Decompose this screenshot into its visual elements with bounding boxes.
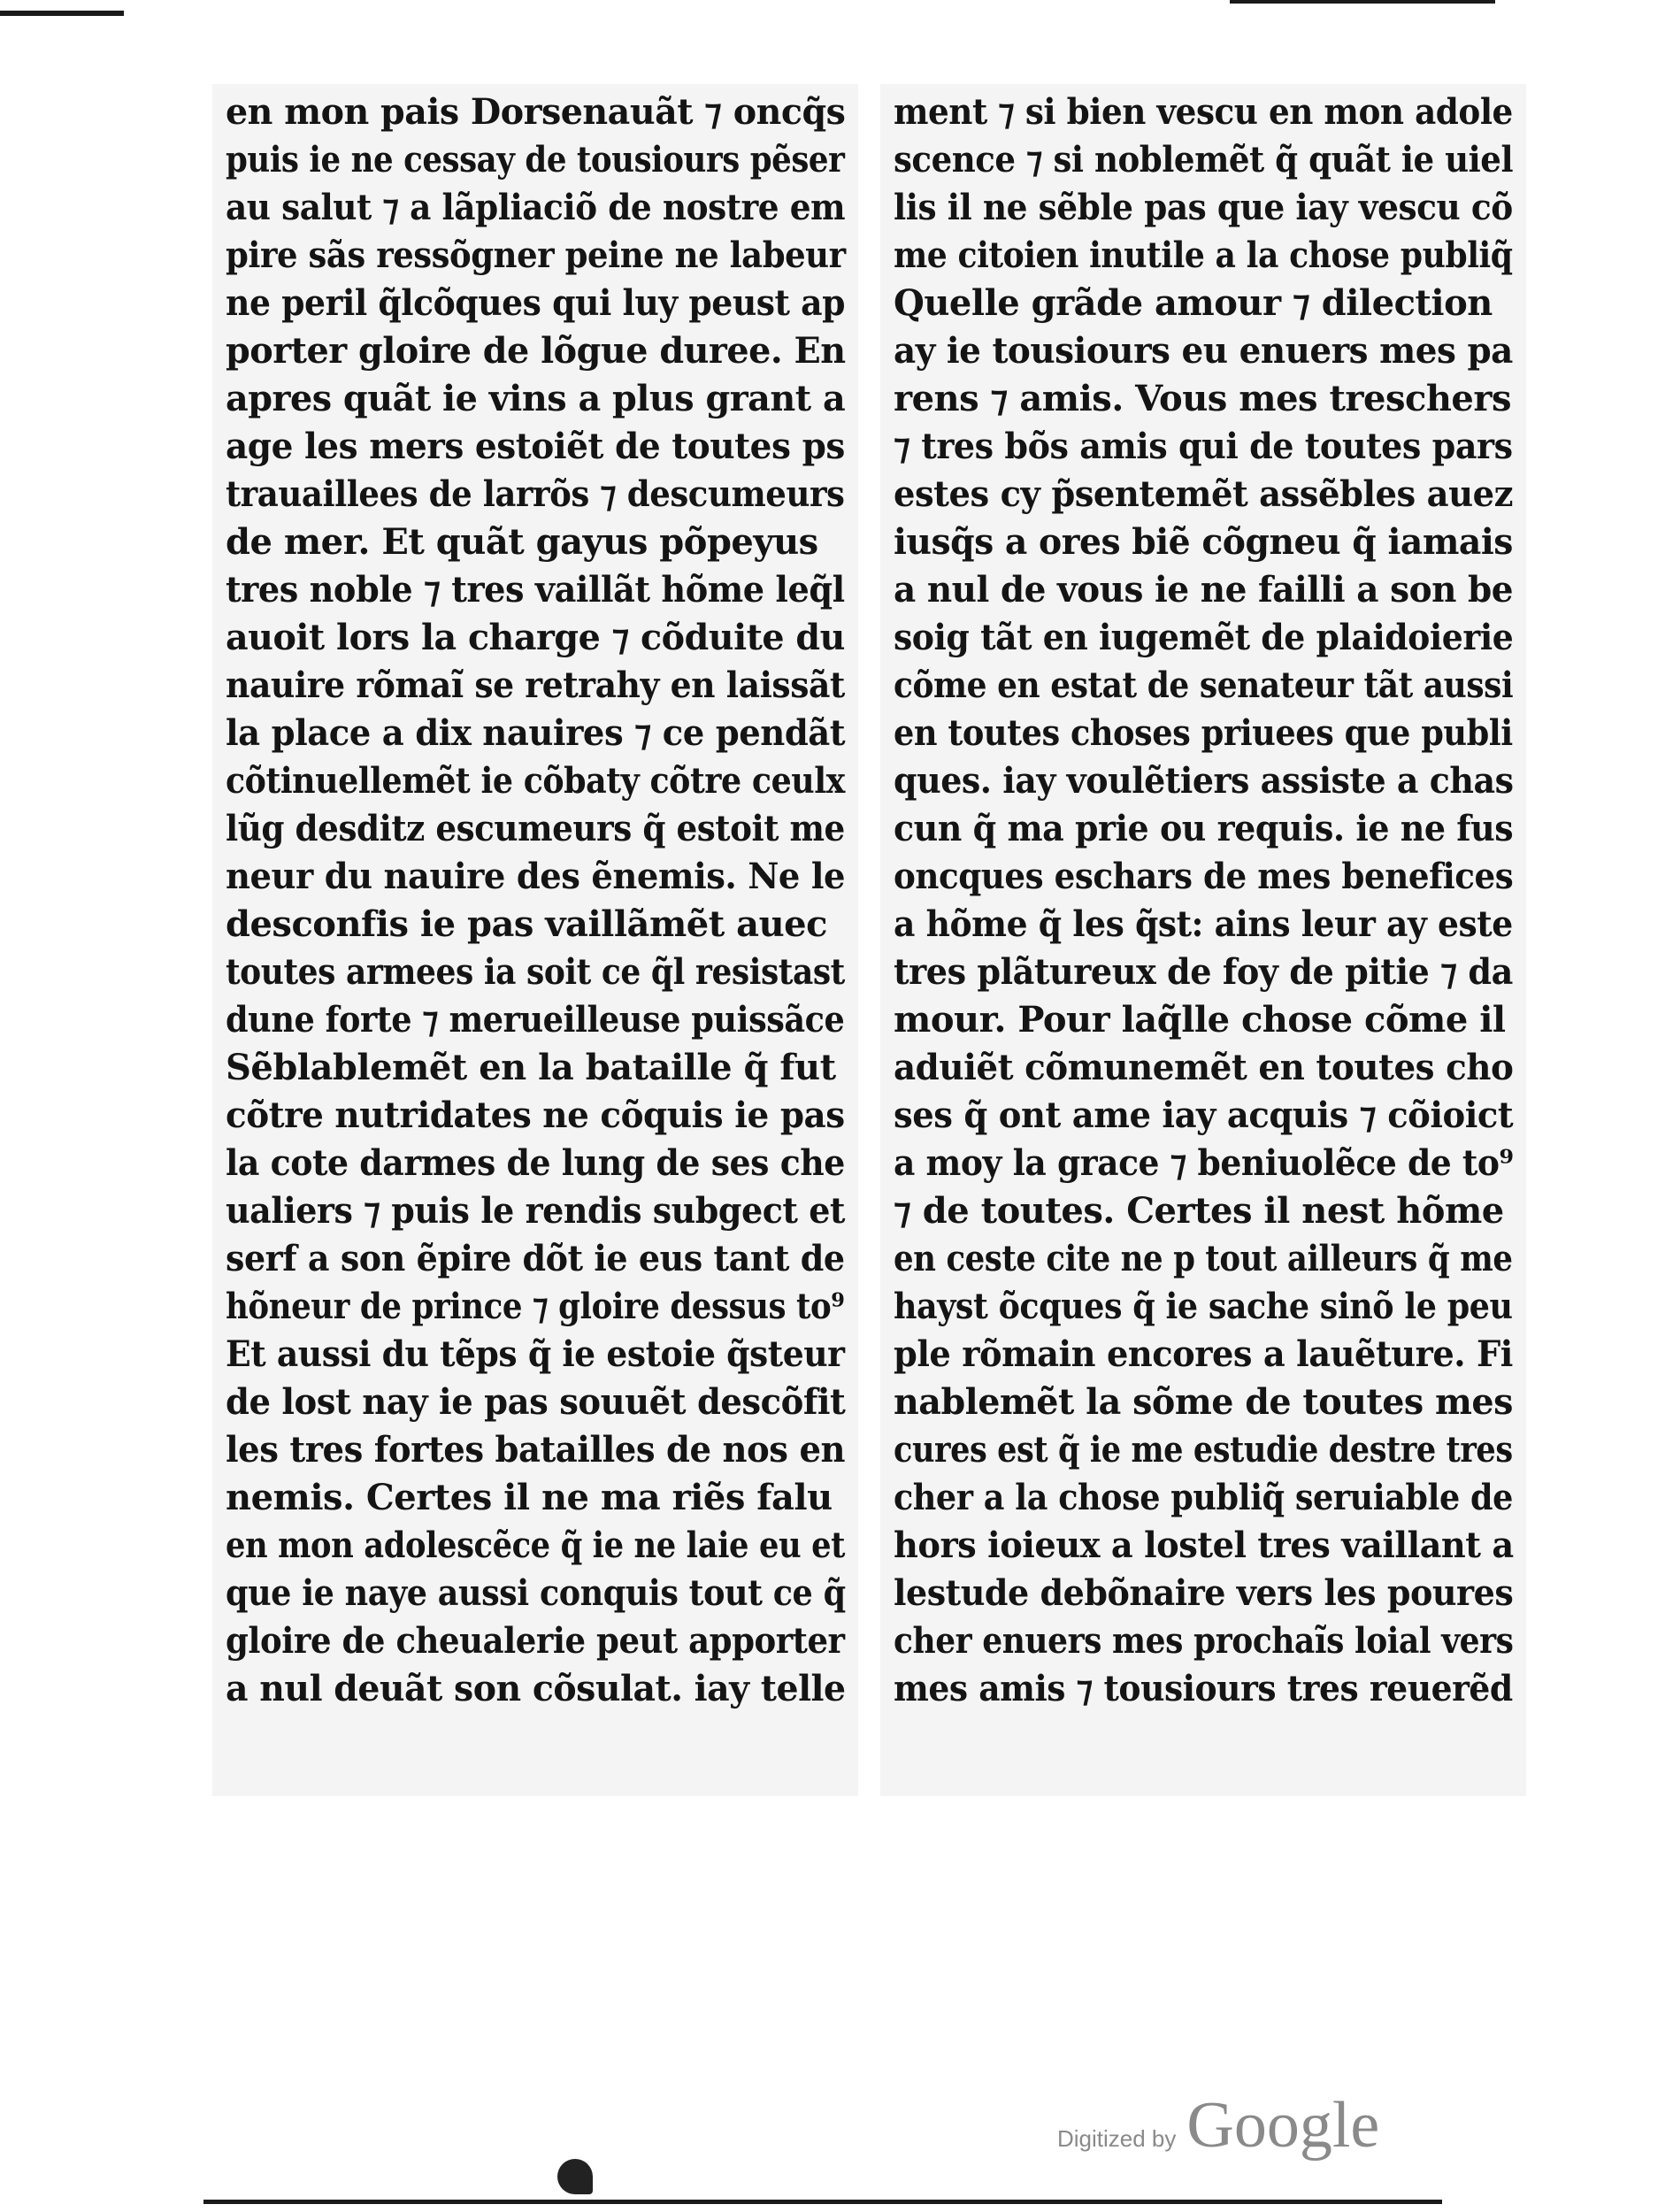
text-line: tres noble ⁊ tres vaillãt hõme leq̃l bbox=[226, 569, 845, 611]
text-line: mes amis ⁊ tousiours tres reuerẽd bbox=[894, 1668, 1513, 1709]
text-line: les tres fortes batailles de nos en bbox=[226, 1429, 846, 1471]
text-line: en mon pais Dorsenauãt ⁊ oncq̃s bbox=[226, 91, 846, 133]
right-text-column bbox=[894, 88, 1513, 1713]
text-line: ses q̃ ont ame iay acquis ⁊ cõioict bbox=[894, 1094, 1514, 1136]
text-line: a nul de vous ie ne failli a son be bbox=[894, 569, 1514, 611]
text-line: auoit lors la charge ⁊ cõduite du bbox=[226, 617, 845, 658]
text-line: estes cy p̃sentemẽt assẽbles auez bbox=[894, 473, 1513, 515]
text-line: hors ioieux a lostel tres vaillant a bbox=[894, 1525, 1514, 1566]
text-line: en ceste cite ne p tout ailleurs q̃ me bbox=[894, 1238, 1513, 1279]
text-line: scence ⁊ si noblemẽt q̃ quãt ie uiel bbox=[894, 139, 1514, 180]
digitized-by-credit bbox=[1057, 2088, 1379, 2163]
text-line: Et aussi du tẽps q̃ ie estoie q̃steur bbox=[226, 1333, 845, 1375]
text-line: rens ⁊ amis. Vous mes treschers bbox=[894, 378, 1511, 419]
text-line: cher a la chose publiq̃ seruiable de bbox=[894, 1477, 1513, 1518]
text-line: ay ie tousiours eu enuers mes pa bbox=[894, 330, 1513, 372]
text-line: la place a dix nauires ⁊ ce pendãt bbox=[226, 712, 846, 754]
text-line: aduiẽt cõmunemẽt en toutes cho bbox=[894, 1047, 1514, 1088]
text-line: en toutes choses priuees que publi bbox=[894, 712, 1513, 754]
text-line: de mer. Et quãt gayus põpeyus bbox=[226, 521, 818, 563]
text-line: lestude debõnaire vers les poures bbox=[894, 1572, 1514, 1614]
text-line: iusq̃s a ores biẽ cõgneu q̃ iamais bbox=[894, 521, 1513, 563]
text-line: serf a son ẽpire dõt ie eus tant de bbox=[226, 1238, 845, 1279]
text-line: dune forte ⁊ merueilleuse puissãce bbox=[226, 999, 845, 1041]
text-line: nauire rõmaĩ se retrahy en laissãt bbox=[226, 664, 845, 706]
text-line: toutes armees ia soit ce q̃l resistast bbox=[226, 951, 845, 993]
text-line: trauaillees de larrõs ⁊ descumeurs bbox=[226, 473, 845, 515]
text-line: lis il ne sẽble pas que iay vescu cõ bbox=[894, 187, 1513, 228]
text-line: cõtre nutridates ne cõquis ie pas bbox=[226, 1094, 845, 1136]
text-line: hõneur de prince ⁊ gloire dessus to⁹ bbox=[226, 1286, 845, 1327]
text-line: ⁊ de toutes. Certes il nest hõme bbox=[894, 1190, 1504, 1232]
text-line: ple rõmain encores a lauẽture. Fi bbox=[894, 1333, 1513, 1375]
text-line: tres plãtureux de foy de pitie ⁊ da bbox=[894, 951, 1513, 993]
scan-smudge-bottom bbox=[557, 2159, 593, 2194]
text-line: au salut ⁊ a lãpliaciõ de nostre em bbox=[226, 187, 846, 228]
text-line: puis ie ne cessay de tousiours pẽser bbox=[226, 139, 845, 180]
text-line: cures est q̃ ie me estudie destre tres bbox=[894, 1429, 1513, 1471]
text-line: apres quãt ie vins a plus grant a bbox=[226, 378, 846, 419]
text-line: me citoien inutile a la chose publiq̃ bbox=[894, 234, 1513, 276]
text-line: oncques eschars de mes benefices bbox=[894, 856, 1514, 897]
text-line: neur du nauire des ẽnemis. Ne le bbox=[226, 856, 845, 897]
text-line: lũg desditz escumeurs q̃ estoit me bbox=[226, 808, 845, 849]
text-line: ment ⁊ si bien vescu en mon adole bbox=[894, 91, 1513, 133]
text-line: porter gloire de lõgue duree. En bbox=[226, 330, 846, 372]
text-line: nablemẽt la sõme de toutes mes bbox=[894, 1381, 1513, 1423]
text-line: mour. Pour laq̃lle chose cõme il bbox=[894, 999, 1506, 1041]
text-line: soig tãt en iugemẽt de plaidoierie bbox=[894, 617, 1514, 658]
text-line: en mon adolescẽce q̃ ie ne laie eu et bbox=[226, 1525, 845, 1566]
scan-edge-mark-top-left bbox=[0, 11, 124, 16]
text-line: a moy la grace ⁊ beniuolẽce de to⁹ bbox=[894, 1142, 1514, 1184]
digitized-label: Digitized by bbox=[1057, 2125, 1177, 2152]
text-line: cun q̃ ma prie ou requis. ie ne fus bbox=[894, 808, 1514, 849]
text-line: Quelle grãde amour ⁊ dilection bbox=[894, 282, 1493, 324]
text-line: nemis. Certes il ne ma riẽs falu bbox=[226, 1477, 833, 1518]
text-line: age les mers estoiẽt de toutes ps bbox=[226, 426, 845, 467]
text-line: gloire de cheualerie peut apporter bbox=[226, 1620, 845, 1662]
text-line: ques. iay voulẽtiers assiste a chas bbox=[894, 760, 1514, 802]
text-line: Sẽblablemẽt en la bataille q̃ fut bbox=[226, 1047, 836, 1088]
text-line: pire sãs ressõgner peine ne labeur bbox=[226, 234, 846, 276]
text-line: ne peril q̃lcõques qui luy peust ap bbox=[226, 282, 846, 324]
text-line: que ie naye aussi conquis tout ce q̃ bbox=[226, 1572, 846, 1614]
text-line: cõtinuellemẽt ie cõbaty cõtre ceulx bbox=[226, 760, 845, 802]
left-text-column bbox=[226, 88, 845, 1713]
text-line: desconfis ie pas vaillãmẽt auec bbox=[226, 903, 827, 945]
text-line: a hõme q̃ les q̃st: ains leur ay este bbox=[894, 903, 1513, 945]
text-line: cher enuers mes prochaĩs loial vers bbox=[894, 1620, 1514, 1662]
text-line: la cote darmes de lung de ses che bbox=[226, 1142, 845, 1184]
text-line: cõme en estat de senateur tãt aussi bbox=[894, 664, 1514, 706]
text-line: ⁊ tres bõs amis qui de toutes pars bbox=[894, 426, 1513, 467]
google-wordmark: Google bbox=[1186, 2089, 1380, 2162]
scan-edge-mark-bottom bbox=[203, 2200, 1442, 2204]
text-line: hayst õcques q̃ ie sache sinõ le peu bbox=[894, 1286, 1513, 1327]
text-line: a nul deuãt son cõsulat. iay telle bbox=[226, 1668, 846, 1709]
text-line: ualiers ⁊ puis le rendis subgect et bbox=[226, 1190, 845, 1232]
scan-edge-mark-top-right bbox=[1230, 0, 1495, 4]
text-line: de lost nay ie pas souuẽt descõfit bbox=[226, 1381, 846, 1423]
